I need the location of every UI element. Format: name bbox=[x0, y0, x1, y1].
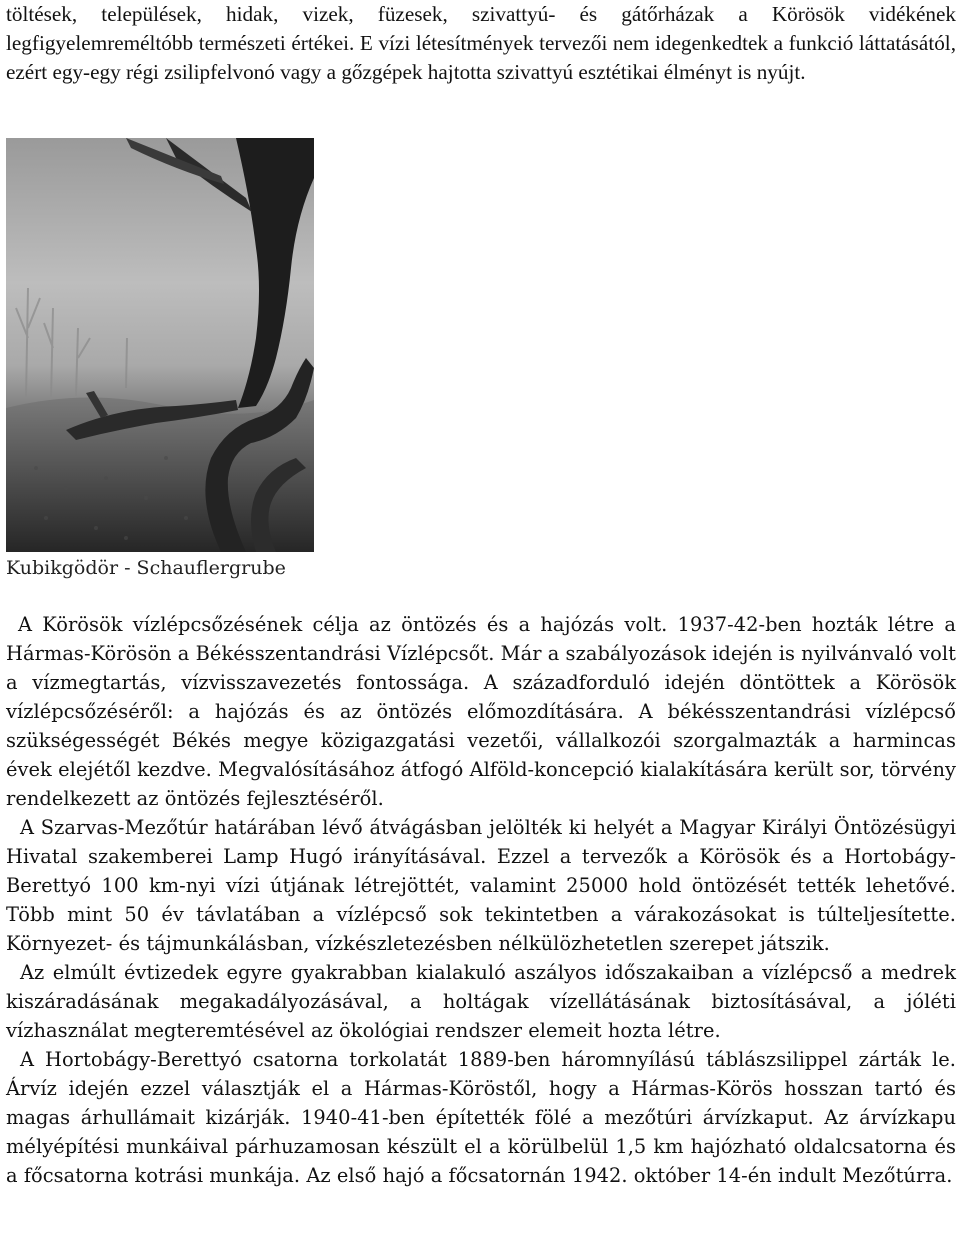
photo-kubikgodor bbox=[6, 138, 314, 552]
body-text bbox=[6, 610, 956, 1190]
paragraph-vizlepcsozes: A Körösök vízlépcsőzésének célja az öntözés és a hajózás volt. 1937-42-ben hozták létre a Hármas-Körösön a Békésszentandrási Vízlépcsőt. Már a szabályozások idején is nyilvánvaló volt a vízmegtartás, vízvisszavezetés fontossága. A századforduló idején döntöttek a Körösök vízlépcsőzéséről: a hajózás és az öntözés előmozdítására. A békésszentandrási vízlépcső szükségességét Békés megye közigazgatási vezetői, vállalkozói szorgalmazták a harmincas évek elejétől kezdve. Megvalósításához átfogó Alföld-koncepció kialakítására került sor, törvény rendelkezett az öntözés fejlesztéséről. bbox=[6, 613, 956, 810]
paragraph-szarvas-mezotur: A Szarvas-Mezőtúr határában lévő átvágásban jelölték ki helyét a Magyar Királyi Öntözésügyi Hivatal szakemberei Lamp Hugó irányításával. Ezzel a tervezők a Körösök és a Hortobágy-Berettyó 100 km-nyi vízi útjának létrejöttét, valamint 25000 hold öntözését tették lehetővé. Több mint 50 év távlatában a vízlépcső sok tekintetben a várakozásokat is túlteljesítette. Környezet- és tájmunkálásban, vízkészletezésben nélkülözhetetlen szerepet játszik. bbox=[6, 816, 956, 955]
paragraph-hortobagy-berettyo: A Hortobágy-Berettyó csatorna torkolatát 1889-ben háromnyílású táblászsilippel zárták le. Árvíz idején ezzel választják el a Hármas-Köröstől, hogy a Hármas-Körös hosszan tartó és magas árhullámait kizárják. 1940-41-ben építették fölé a mezőtúri árvízkaput. Az árvízkapu mélyépítési munkáival párhuzamosan készült el a körülbelül 1,5 km hajózható oldalcsatorna és a főcsatorna kotrási munkája. Az első hajó a főcsatornán 1942. október 14-én indult Mezőtúrra. bbox=[6, 1048, 956, 1187]
intro-paragraph: töltések, települések, hidak, vizek, füzesek, szivattyú- és gátőrházak a Körösök vidékének legfigyelemreméltóbb természeti értékei. E vízi létesítmények tervezői nem idegenkedtek a funkció láttatásától, ezért egy-egy régi zsilipfelvonó vagy a gőzgépek hajtotta szivattyú esztétikai élményt is nyújt. bbox=[6, 2, 956, 84]
photo-caption: Kubikgödör - Schauflergrube bbox=[6, 557, 286, 579]
photo-image bbox=[6, 138, 314, 552]
paragraph-aszalyos-idoszakok: Az elmúlt évtizedek egyre gyakrabban kialakuló aszályos időszakaiban a vízlépcső a medrek kiszáradásának megakadályozásával, a holtágak vízellátásának biztosításával, a jóléti vízhasználat megteremtésével az ökológiai rendszer elemeit hozta létre. bbox=[6, 961, 956, 1042]
